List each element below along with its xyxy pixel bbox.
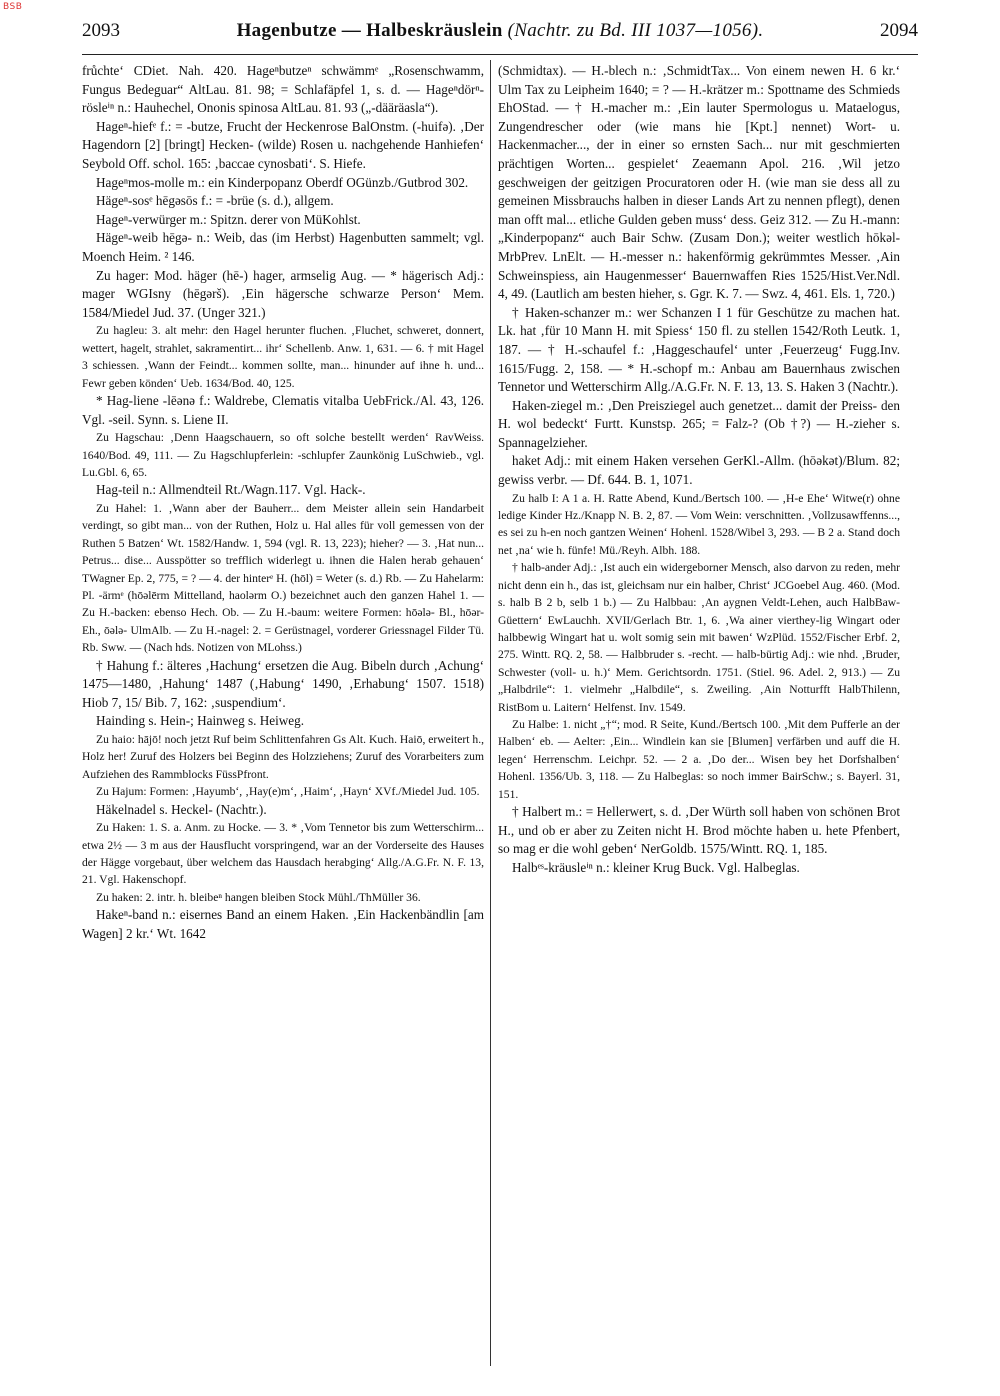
dictionary-entry: (Schmidtax). — H.-blech n.: ‚SchmidtTax... Von einem newen H. 6 kr.‘ Ulm Tax zu Leipheim 1640; = ? — H.-krätzer m.: Spottname des Schmieds EhOStad. — † H.-macher m.: ‚Ein lauter Spermologus u. Mataelogus, Zungendrescher oder (wie mans hie [Kpt.] nennet) Wort- u. Hackenmacher..., der in einer so ernsten Sach... nur mit geschmierten prächtigen Worten... gespielet‘ Zeaemann Apol. 216. ‚Wil jetzo geschweigen der geitzigen Procuratoren oder H. (wie man sie dess all zu gemeinen Missbrauchs halben in dieser Lands Art zu nennen pflegt), denen man offt mal... etliche Gulden geben muss‘ dess. Geiz 312. — Zu H.-mann: „Kinderpopanz“ auch Bair Schw. (Zusam Don.); weiter westlich hōkəl- MrbPrev. LnElt. — H.-messer n.: hakenförmig gekrümmtes Messer. ‚Ain Schweinspiess, ain Haugenmesser‘ Bauernwaffen Ries 1525/Hist.Ver.Ndl. 4, 49. (Lautlich am besten hieher, s. Ggr. K. 7. — Swz. 4, 461. Els. 1, 720.)	[498, 63, 900, 302]
dictionary-entry: Hakeⁿ-band n.: eisernes Band an einem Haken. ‚Ein Hackenbändlin [am Wagen] 2 kr.‘ Wt. 1642	[82, 907, 484, 941]
running-title-subtitle: (Nachtr. zu Bd. III 1037—1056).	[507, 20, 764, 41]
dictionary-entry: Hägeⁿ-weib hēgə- n.: Weib, das (im Herbst) Hagenbutten sammelt; vgl. Moench Heim. ² 146.	[82, 230, 484, 264]
dictionary-entry: Hag-teil n.: Allmendteil Rt./Wagn.117. Vgl. Hack-.	[96, 482, 366, 498]
dictionary-entry: Halbᵉˢ-kräusleⁱⁿ n.: kleiner Krug Buck. Vgl. Halbeglas.	[512, 859, 800, 875]
dictionary-entry: Zu Hajum: Formen: ‚Hayumb‘, ‚Hay(e)m‘, ‚Haim‘, ‚Hayn‘ XVf./Miedel Jud. 105.	[96, 785, 480, 799]
dictionary-entry: Hägeⁿ-sosᵉ hēgəsōs f.: = -brüe (s. d.), allgem.	[96, 193, 334, 209]
dictionary-entry: Hageⁿ-verwürger m.: Spitzn. derer von MüKohlst.	[96, 211, 361, 227]
page-header	[82, 20, 918, 48]
dictionary-entry: Zu haken: 2. intr. h. bleibeⁿ hangen bleiben Stock Mühl./ThMüller 36.	[96, 890, 421, 904]
dictionary-entry: Zu hager: Mod. häger (hē-) hager, armselig Aug. — * hägerisch Adj.: mager WGIsny (hēgərš). ‚Ein hägersche schwarze Person‘ Mem. 1584/Miedel Jud. 37. (Unger 321.)	[82, 267, 484, 320]
left-page-number: 2093	[82, 20, 120, 41]
dictionary-entry: Hageⁿmos-molle m.: ein Kinderpopanz Oberdf OGünzb./Gutbrod 302.	[96, 174, 469, 190]
running-title-text: Hagenbutze — Halbeskräuslein	[236, 20, 503, 41]
dictionary-entry: Zu halb I: A 1 a. H. Ratte Abend, Kund./Bertsch 100. — ‚H-e Ehe‘ Witwe(r) ohne ledige Kinder Hz./Knapp N. B. 2, 87. — Vom Wein: verschnitten. ‚Vollzusawffenns..., es sei zu h-en noch gantzen Weinen‘ Hohenl. 1528/Wibel 3, 293. — B 2 a. Stand doch net ‚na‘ wie h. fünfe! Mü./Reyh. Albh. 188.	[498, 491, 900, 557]
right-column	[498, 62, 900, 877]
dictionary-entry: Zu haio: hājō! noch jetzt Ruf beim Schlittenfahren Gs Alt. Kuch. Haiō, erweitert h., Holz her! Zuruf des Holzers bei Beginn des Holzziehens; Zuruf des Vorarbeiters zum Aufziehen des Rammblocks FüssPfront.	[82, 732, 484, 781]
library-stamp: BSB	[3, 2, 23, 12]
dictionary-entry: * Hag-liene -lēənə f.: Waldrebe, Clematis vitalba UebFrick./Al. 43, 126. Vgl. -seil. Synn. s. Liene II.	[82, 392, 484, 427]
dictionary-entry: Zu Hahel: 1. ‚Wann aber der Bauherr... dem Meister allein sein Handarbeit verdingt, so gibt man... von der Ruthen, Holz u. Hal alles für voll gemessen von der Ruthen 5 Batzen‘ Wt. 1582/Handw. 1, 594 (vgl. R. 13, 223); hieher? — 3. ‚Hat nun... Petrus... dise... Ausspötter so trefflich widerlegt u. ihnen die Halen herab gehauen‘ TWagner Ep. 2, 775, = ? — 4. der hinterᵉ H. (hōl) = Weter (s. d.) Rb. — Zu Hahelarm: Pl. -ärmᵉ (hōəlērm Mittelland, haolərm O.) bezeichnet auch den ganzen Hahel 1. — Zu H.-backen: ebenso Hech. Ob. — Zu H.-baum: weitere Formen: hōələ- Bl., hōər- Eh., ōələ- UlmAlb. — Zu H.-nagel: 2. = Gerüstnagel, vorderer Griessnagel Filder Tü. Rb. Sww. — (Nach hds. Notizen von MLohss.)	[82, 501, 484, 655]
dictionary-entry: haket Adj.: mit einem Haken versehen GerKl.-Allm. (hōəkət)/Blum. 82; gewiss verbr. — Df. 644. B. 1, 1071.	[498, 453, 900, 488]
running-title	[82, 20, 918, 42]
dictionary-entry: Zu hagleu: 3. alt mehr: den Hagel herunter fluchen. ‚Fluchet, schweret, donnert, wettert, hagelt, strahlet, sakramentirt... ihr‘ Schellenb. Anw. 1, 631. — 6. † mit Hagel 3 schiessen. ‚Wann der Feindt... kommen sollte, man... hinunder auf ihne h. und... Fewr geben könden‘ Ueb. 1634/Bod. 40, 125.	[82, 324, 484, 390]
header-rule	[82, 54, 918, 55]
dictionary-entry: Haken-ziegel m.: ‚Den Preisziegel auch genetzet... damit der Preiss- den H. wol bedeckt‘ Furtt. Kunstsp. 265; = Falz-? (Ob †?) — H.-zieher s. Spannagelzieher.	[498, 397, 900, 450]
right-page-number: 2094	[880, 20, 918, 41]
dictionary-entry: Häkelnadel s. Heckel- (Nachtr.).	[96, 801, 267, 817]
column-divider	[490, 60, 491, 1366]
dictionary-entry: Zu Halbe: 1. nicht „†“; mod. R Seite, Kund./Bertsch 100. ‚Mit dem Pufferle an der Halben‘ eb. — Aelter: ‚Ein... Windlein kan sie [Blumen] verfärben und auff die H. legen‘ Herrenschm. Leichpr. 52. — 2 a. ‚Do der... Wisen bey het Dorfshalben‘ Hohenl. 1356/Ub. 3, 118. — Zu Halbeglas: so noch immer BairSchw.; s. Bayerl. 31, 151.	[498, 717, 900, 801]
dictionary-entry: Zu Haken: 1. S. a. Anm. zu Hocke. — 3. * ‚Vom Tennetor bis zum Wetterschirm... etwa 2½ — 3 m aus der Hausflucht vorspringend, war an der Vorderseite des Hauses der Hägge vorgebaut, über welchem das Hausdach herabging‘ Allg./A.G.Fr. N. F. 13, 21. Vgl. Hakenschopf.	[82, 821, 484, 887]
dictionary-entry: † Haken-schanzer m.: wer Schanzen I 1 für Geschütze zu machen hat. Lk. hat ‚für 10 Mann H. mit Spiess‘ 150 fl. zu stellen 1542/Roth Leutk. 1, 187. — † H.-schaufel f.: ‚Haggeschaufel‘ unter ‚Feuerzeug‘ Fugg.Inv. 1615/Fugg. 2, 158. — * H.-schopf m.: Anbau am Bauernhaus zwischen Tennetor und Wetterschirm Allg./A.G.Fr. N. F. 13, 13. S. Haken 3 (Nachtr.).	[498, 304, 900, 395]
dictionary-entry: † halb-ander Adj.: ‚Ist auch ein widergeborner Mensch, also darvon zu reden, mehr nicht denn ein h., das ist, gleichsam nur ein halber, Christ‘ JCGoebel Aug. 460. (Mod. s. halb B 2 b, selb 1 b.) — Zu Halbbau: ‚An aygnen Veldt-Lehen, auch HalbBaw-Güettern‘ EwLauchh. XVII/Gerlach Btr. 1, 6. ‚Wa ainer vierthey-lig Wingart oder halbbewig Wingart hat u. wolt somig sein mit bawen‘ WzPlüd. 1552/Fischer Erbf. 2, 275. Wintt. RQ. 2, 58. — Halbbruder s. -recht. — halb-bürtig Adj.: wie nhd. ‚Bruder, Schwester (voll- u. h.)‘ Mem. Gerichtsordn. 1751. (Stiel. 96. Adel. 2, 913.) — Zu „Halbdrile“: 1. vielmehr „Halbdile“, s. Zweiling. ‚Ain Notturfft HalbThilenn, RistBom u. Laitern‘ Helfenst. Inv. 1549.	[498, 561, 900, 714]
dictionary-entry: frůchte‘ CDiet. Nah. 420. Hageⁿbutzeⁿ schwämmᵉ „Rosenschwamm, Fungus Bedeguar“ AltLau. 81. 98; = Schlafäpfel 1, s. d. — Hageⁿdörⁿ-rösleⁱⁿ n.: Hauhechel, Ononis spinosa AltLau. 81. 93 („-dääräasla“).	[82, 63, 484, 116]
dictionary-entry: Hageⁿ-hiefᵉ f.: = -butze, Frucht der Heckenrose BalOnstm. (-huifə). ‚Der Hagendorn [2] [bringt] Hecken- (wilde) Rosen u. nachgehende Hanhiefen‘ Seybold Off. schol. 165: ‚baccae cynosbati‘. S. Hiefe.	[82, 118, 484, 171]
dictionary-entry: Zu Hagschau: ‚Denn Haagschauern, so oft solche bestellt werden‘ RavWeiss. 1640/Bod. 49, 111. — Zu Hagschlupferlein: -schlupfer Zaunkönig LuSchwieb., vgl. Lu.Gbl. 6, 65.	[82, 431, 484, 479]
dictionary-entry: † Hahung f.: älteres ‚Hachung‘ ersetzen die Aug. Bibeln durch ‚Achung‘ 1475—1480, ‚Hahung‘ 1487 (‚Habung‘ 1490, ‚Erhabung‘ 1507. 1518) Hiob 7, 15/ Bib. 7, 162: ‚suspendium‘.	[82, 657, 484, 710]
dictionary-entry: Hainding s. Hein-; Hainweg s. Heiweg.	[96, 713, 305, 729]
left-column	[82, 62, 484, 943]
dictionary-entry: † Halbert m.: = Hellerwert, s. d. ‚Der Würth soll haben von schönen Brot H., und ob er aber zu Zeiten nicht H. Brod möchte haben u. hete Pfenbert, so mag er die wohl geben‘ NerGoldb. 1575/Wintt. RQ. 1, 185.	[498, 803, 900, 857]
